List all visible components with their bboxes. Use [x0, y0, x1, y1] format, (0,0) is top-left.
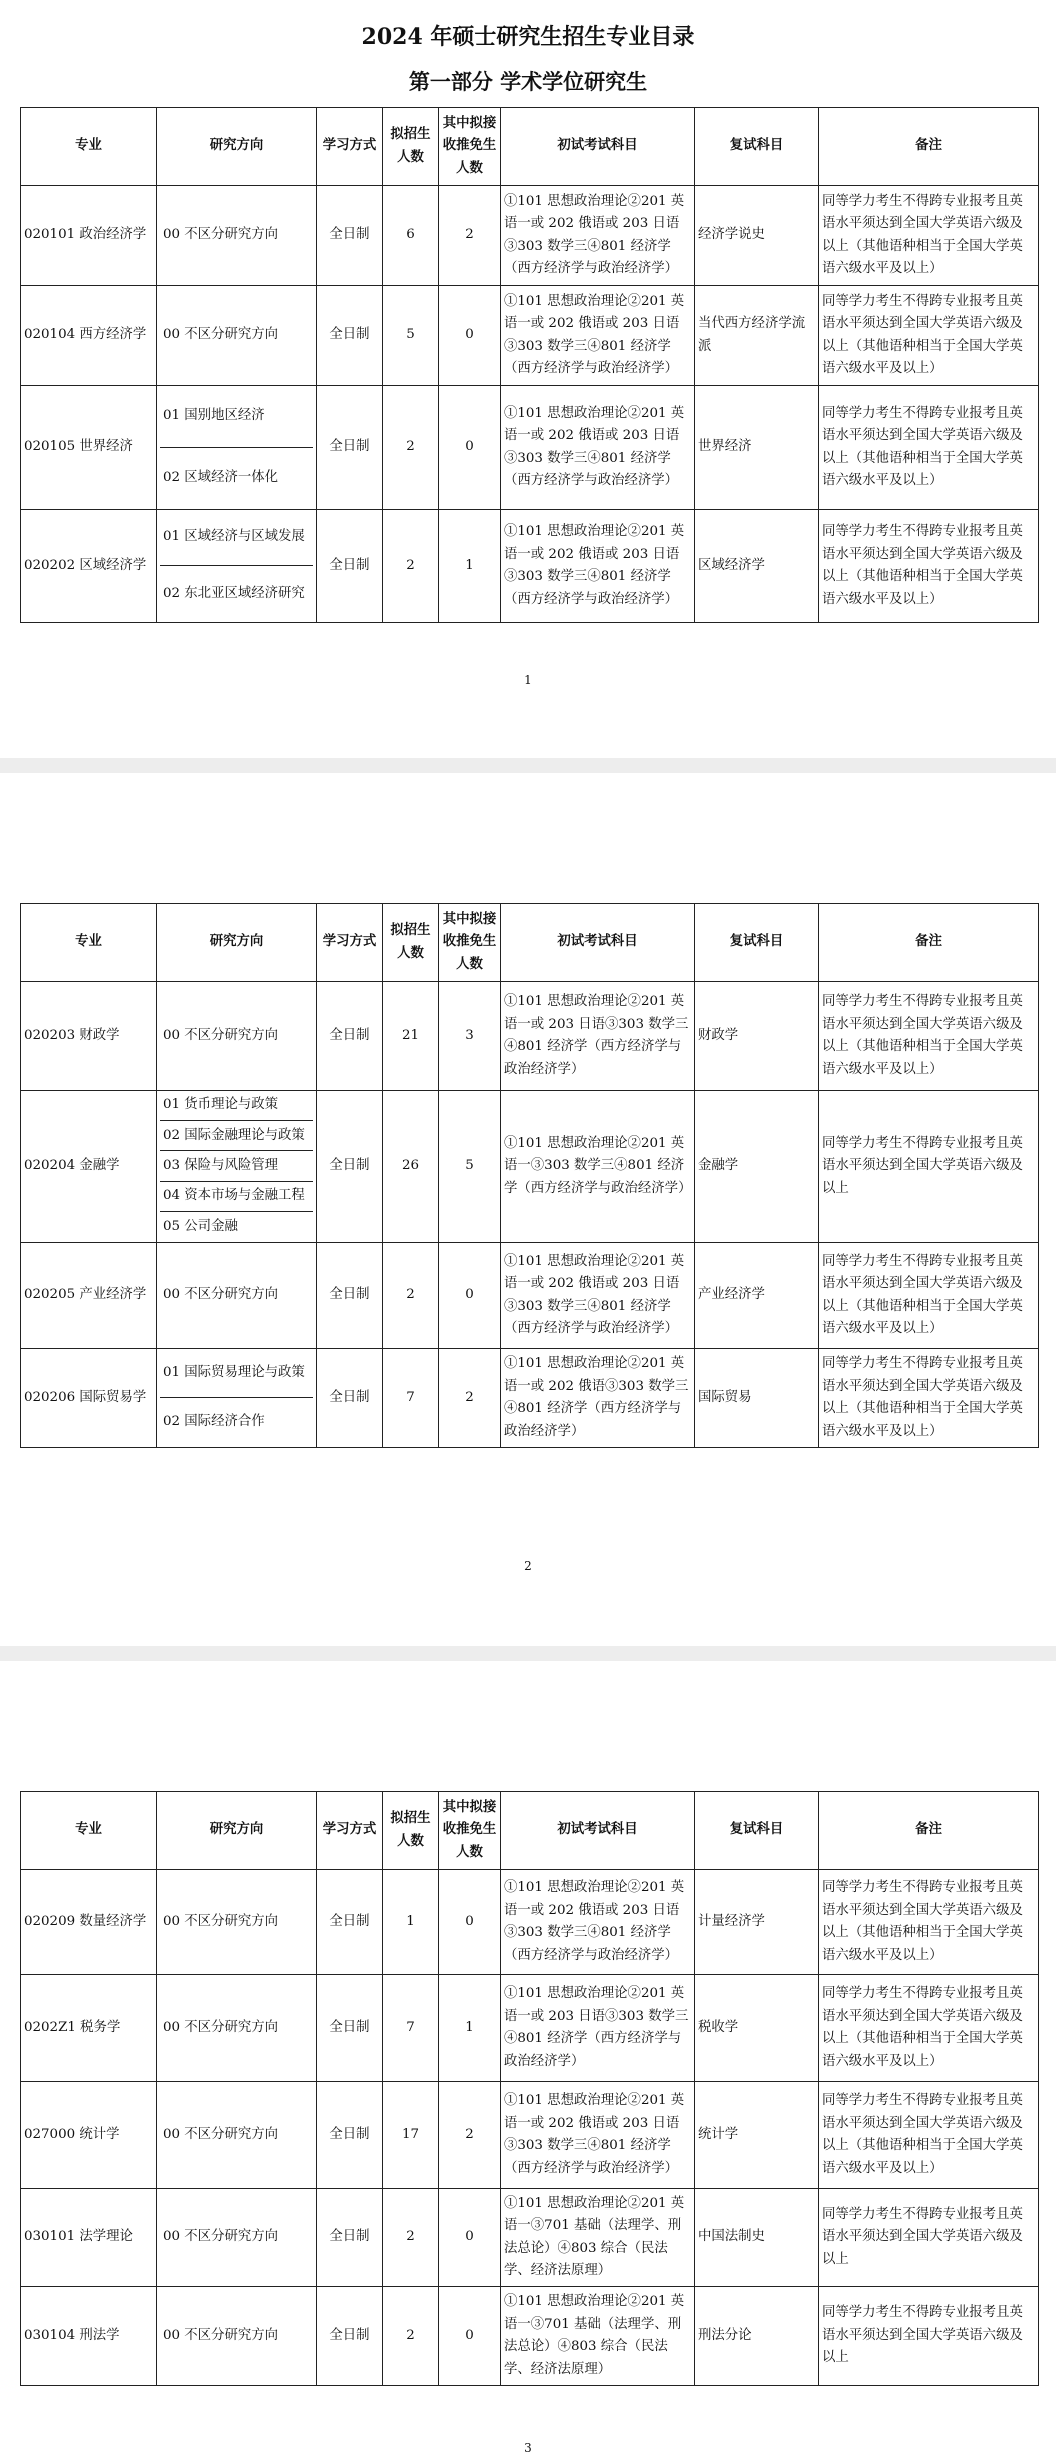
page-number: 1 [524, 673, 532, 687]
exempt-cell: 2 [439, 186, 501, 286]
major-cell: 020203 财政学 [21, 982, 157, 1091]
direction-item: 04 资本市场与金融工程 [160, 1182, 313, 1212]
retest-subject-cell: 计量经济学 [695, 1870, 819, 1975]
document-page-2 [0, 773, 1056, 1646]
exempt-cell: 0 [439, 2189, 501, 2287]
direction-item: 01 区域经济与区域发展 [160, 510, 313, 566]
document-page-3 [0, 1661, 1056, 2455]
study-mode-cell: 全日制 [317, 1975, 383, 2082]
study-mode-cell: 全日制 [317, 2082, 383, 2189]
exam-subjects-cell: ①101 思想政治理论②201 英语一或 202 俄语或 203 日语③303 数学三④801 经济学（西方经济学与政治经济学） [501, 1243, 695, 1349]
document-page-1 [0, 0, 1056, 758]
catalog-table [20, 1791, 1039, 2386]
retest-subject-cell: 中国法制史 [695, 2189, 819, 2287]
quota-cell: 5 [383, 286, 439, 386]
direction-cell [157, 982, 317, 1091]
exempt-cell: 3 [439, 982, 501, 1091]
quota-cell: 7 [383, 1349, 439, 1448]
quota-cell: 2 [383, 2189, 439, 2287]
major-cell: 020205 产业经济学 [21, 1243, 157, 1349]
document-subtitle: 第一部分 学术学位研究生 [408, 69, 648, 94]
exempt-cell: 1 [439, 510, 501, 623]
table-row [21, 1091, 1039, 1243]
note-cell: 同等学力考生不得跨专业报考且英语水平须达到全国大学英语六级及以上（其他语种相当于全国大学英语六级水平及以上） [819, 1243, 1039, 1349]
note-cell: 同等学力考生不得跨专业报考且英语水平须达到全国大学英语六级及以上（其他语种相当于全国大学英语六级水平及以上） [819, 510, 1039, 623]
exam-subjects-cell: ①101 思想政治理论②201 英语一或 203 日语③303 数学三④801 经济学（西方经济学与政治经济学） [501, 982, 695, 1091]
major-cell: 030104 刑法学 [21, 2287, 157, 2386]
quota-cell: 17 [383, 2082, 439, 2189]
exam-subjects-cell: ①101 思想政治理论②201 英语一或 202 俄语或 203 日语③303 数学三④801 经济学（西方经济学与政治经济学） [501, 1870, 695, 1975]
direction-item: 00 不区分研究方向 [163, 2019, 279, 2035]
exam-subjects-cell: ①101 思想政治理论②201 英语一③701 基础（法理学、刑法总论）④803 综合（民法学、经济法原理） [501, 2287, 695, 2386]
direction-item: 05 公司金融 [163, 1218, 238, 1234]
table-row [21, 1975, 1039, 2082]
header-retest: 复试科目 [695, 904, 819, 982]
direction-cell [157, 2189, 317, 2287]
header-retest: 复试科目 [695, 108, 819, 186]
direction-item: 01 国别地区经济 [160, 386, 313, 448]
quota-cell: 2 [383, 386, 439, 510]
quota-cell: 2 [383, 2287, 439, 2386]
header-exam: 初试考试科目 [501, 108, 695, 186]
direction-cell [157, 510, 317, 623]
note-cell: 同等学力考生不得跨专业报考且英语水平须达到全国大学英语六级及以上（其他语种相当于全国大学英语六级水平及以上） [819, 2082, 1039, 2189]
direction-item: 00 不区分研究方向 [163, 2126, 279, 2142]
direction-item: 02 国际金融理论与政策 [160, 1121, 313, 1151]
retest-subject-cell: 财政学 [695, 982, 819, 1091]
note-cell: 同等学力考生不得跨专业报考且英语水平须达到全国大学英语六级及以上 [819, 2189, 1039, 2287]
table-header-row [21, 108, 1039, 186]
direction-cell [157, 1870, 317, 1975]
table-row [21, 982, 1039, 1091]
header-note: 备注 [819, 1792, 1039, 1870]
table-row [21, 1349, 1039, 1448]
table-header-row [21, 904, 1039, 982]
retest-subject-cell: 国际贸易 [695, 1349, 819, 1448]
note-cell: 同等学力考生不得跨专业报考且英语水平须达到全国大学英语六级及以上（其他语种相当于全国大学英语六级水平及以上） [819, 982, 1039, 1091]
header-note: 备注 [819, 904, 1039, 982]
quota-cell: 1 [383, 1870, 439, 1975]
direction-item: 02 东北亚区域经济研究 [163, 585, 305, 601]
header-exempt: 其中拟接收推免生人数 [439, 1792, 501, 1870]
major-cell: 0202Z1 税务学 [21, 1975, 157, 2082]
header-quota: 拟招生人数 [383, 108, 439, 186]
study-mode-cell: 全日制 [317, 1091, 383, 1243]
header-major: 专业 [21, 108, 157, 186]
study-mode-cell: 全日制 [317, 510, 383, 623]
table-row [21, 1870, 1039, 1975]
study-mode-cell: 全日制 [317, 1870, 383, 1975]
note-cell: 同等学力考生不得跨专业报考且英语水平须达到全国大学英语六级及以上（其他语种相当于全国大学英语六级水平及以上） [819, 386, 1039, 510]
quota-cell: 26 [383, 1091, 439, 1243]
header-exam: 初试考试科目 [501, 904, 695, 982]
header-quota: 拟招生人数 [383, 1792, 439, 1870]
header-direction: 研究方向 [157, 108, 317, 186]
retest-subject-cell: 区域经济学 [695, 510, 819, 623]
study-mode-cell: 全日制 [317, 2287, 383, 2386]
header-mode: 学习方式 [317, 904, 383, 982]
exempt-cell: 0 [439, 286, 501, 386]
retest-subject-cell: 金融学 [695, 1091, 819, 1243]
exempt-cell: 0 [439, 2287, 501, 2386]
retest-subject-cell: 产业经济学 [695, 1243, 819, 1349]
header-retest: 复试科目 [695, 1792, 819, 1870]
direction-item: 00 不区分研究方向 [163, 1913, 279, 1929]
note-cell: 同等学力考生不得跨专业报考且英语水平须达到全国大学英语六级及以上（其他语种相当于全国大学英语六级水平及以上） [819, 1349, 1039, 1448]
direction-cell [157, 386, 317, 510]
table-row [21, 286, 1039, 386]
header-note: 备注 [819, 108, 1039, 186]
quota-cell: 2 [383, 1243, 439, 1349]
header-mode: 学习方式 [317, 1792, 383, 1870]
exempt-cell: 2 [439, 1349, 501, 1448]
direction-cell [157, 1975, 317, 2082]
retest-subject-cell: 统计学 [695, 2082, 819, 2189]
major-cell: 020104 西方经济学 [21, 286, 157, 386]
exempt-cell: 1 [439, 1975, 501, 2082]
header-direction: 研究方向 [157, 1792, 317, 1870]
exam-subjects-cell: ①101 思想政治理论②201 英语一或 202 俄语或 203 日语③303 数学三④801 经济学（西方经济学与政治经济学） [501, 186, 695, 286]
quota-cell: 7 [383, 1975, 439, 2082]
page-number: 3 [524, 2441, 532, 2455]
major-cell: 030101 法学理论 [21, 2189, 157, 2287]
exam-subjects-cell: ①101 思想政治理论②201 英语一或 202 俄语③303 数学三④801 经济学（西方经济学与政治经济学） [501, 1349, 695, 1448]
table-row [21, 386, 1039, 510]
header-major: 专业 [21, 904, 157, 982]
study-mode-cell: 全日制 [317, 1243, 383, 1349]
table-row [21, 186, 1039, 286]
direction-cell [157, 186, 317, 286]
direction-item: 02 区域经济一体化 [163, 470, 279, 485]
table-row [21, 2082, 1039, 2189]
catalog-table [20, 107, 1039, 623]
note-cell: 同等学力考生不得跨专业报考且英语水平须达到全国大学英语六级及以上（其他语种相当于全国大学英语六级水平及以上） [819, 286, 1039, 386]
study-mode-cell: 全日制 [317, 386, 383, 510]
major-cell: 020206 国际贸易学 [21, 1349, 157, 1448]
direction-cell [157, 1091, 317, 1243]
direction-item: 00 不区分研究方向 [163, 2229, 279, 2245]
note-cell: 同等学力考生不得跨专业报考且英语水平须达到全国大学英语六级及以上（其他语种相当于全国大学英语六级水平及以上） [819, 1870, 1039, 1975]
direction-item: 00 不区分研究方向 [163, 1287, 279, 1303]
quota-cell: 6 [383, 186, 439, 286]
header-quota: 拟招生人数 [383, 904, 439, 982]
note-cell: 同等学力考生不得跨专业报考且英语水平须达到全国大学英语六级及以上 [819, 2287, 1039, 2386]
exempt-cell: 2 [439, 2082, 501, 2189]
catalog-table [20, 903, 1039, 1448]
major-cell: 020202 区域经济学 [21, 510, 157, 623]
exempt-cell: 0 [439, 1243, 501, 1349]
table-row [21, 2287, 1039, 2386]
exam-subjects-cell: ①101 思想政治理论②201 英语一或 202 俄语或 203 日语③303 数学三④801 经济学（西方经济学与政治经济学） [501, 510, 695, 623]
retest-subject-cell: 世界经济 [695, 386, 819, 510]
direction-item: 02 国际经济合作 [163, 1414, 265, 1430]
exam-subjects-cell: ①101 思想政治理论②201 英语一③303 数学三④801 经济学（西方经济学与政治经济学） [501, 1091, 695, 1243]
table-row [21, 2189, 1039, 2287]
page-number: 2 [524, 1559, 532, 1573]
major-cell: 020105 世界经济 [21, 386, 157, 510]
retest-subject-cell: 刑法分论 [695, 2287, 819, 2386]
major-cell: 020101 政治经济学 [21, 186, 157, 286]
exam-subjects-cell: ①101 思想政治理论②201 英语一③701 基础（法理学、刑法总论）④803 综合（民法学、经济法原理） [501, 2189, 695, 2287]
direction-item: 01 货币理论与政策 [160, 1091, 313, 1121]
header-direction: 研究方向 [157, 904, 317, 982]
header-major: 专业 [21, 1792, 157, 1870]
header-exempt: 其中拟接收推免生人数 [439, 904, 501, 982]
retest-subject-cell: 经济学说史 [695, 186, 819, 286]
quota-cell: 21 [383, 982, 439, 1091]
document-title: 2024 年硕士研究生招生专业目录 [361, 24, 695, 50]
header-exempt: 其中拟接收推免生人数 [439, 108, 501, 186]
retest-subject-cell: 税收学 [695, 1975, 819, 2082]
exempt-cell: 0 [439, 386, 501, 510]
direction-cell [157, 1243, 317, 1349]
header-mode: 学习方式 [317, 108, 383, 186]
study-mode-cell: 全日制 [317, 982, 383, 1091]
direction-cell [157, 1349, 317, 1448]
exam-subjects-cell: ①101 思想政治理论②201 英语一或 202 俄语或 203 日语③303 数学三④801 经济学（西方经济学与政治经济学） [501, 286, 695, 386]
major-cell: 020209 数量经济学 [21, 1870, 157, 1975]
direction-item: 00 不区分研究方向 [163, 227, 279, 243]
table-row [21, 510, 1039, 623]
study-mode-cell: 全日制 [317, 286, 383, 386]
direction-cell [157, 286, 317, 386]
direction-item: 03 保险与风险管理 [160, 1151, 313, 1181]
study-mode-cell: 全日制 [317, 2189, 383, 2287]
header-exam: 初试考试科目 [501, 1792, 695, 1870]
direction-cell [157, 2082, 317, 2189]
direction-item: 01 国际贸易理论与政策 [160, 1349, 313, 1398]
direction-item: 00 不区分研究方向 [163, 1027, 279, 1043]
table-header-row [21, 1792, 1039, 1870]
exam-subjects-cell: ①101 思想政治理论②201 英语一或 203 日语③303 数学三④801 经济学（西方经济学与政治经济学） [501, 1975, 695, 2082]
quota-cell: 2 [383, 510, 439, 623]
study-mode-cell: 全日制 [317, 186, 383, 286]
table-row [21, 1243, 1039, 1349]
direction-cell [157, 2287, 317, 2386]
direction-item: 00 不区分研究方向 [163, 2327, 279, 2343]
exam-subjects-cell: ①101 思想政治理论②201 英语一或 202 俄语或 203 日语③303 数学三④801 经济学（西方经济学与政治经济学） [501, 2082, 695, 2189]
note-cell: 同等学力考生不得跨专业报考且英语水平须达到全国大学英语六级及以上（其他语种相当于全国大学英语六级水平及以上） [819, 186, 1039, 286]
direction-item: 00 不区分研究方向 [163, 327, 279, 343]
exempt-cell: 0 [439, 1870, 501, 1975]
major-cell: 020204 金融学 [21, 1091, 157, 1243]
retest-subject-cell: 当代西方经济学流派 [695, 286, 819, 386]
exempt-cell: 5 [439, 1091, 501, 1243]
note-cell: 同等学力考生不得跨专业报考且英语水平须达到全国大学英语六级及以上（其他语种相当于全国大学英语六级水平及以上） [819, 1975, 1039, 2082]
study-mode-cell: 全日制 [317, 1349, 383, 1448]
major-cell: 027000 统计学 [21, 2082, 157, 2189]
note-cell: 同等学力考生不得跨专业报考且英语水平须达到全国大学英语六级及以上 [819, 1091, 1039, 1243]
exam-subjects-cell: ①101 思想政治理论②201 英语一或 202 俄语或 203 日语③303 数学三④801 经济学（西方经济学与政治经济学） [501, 386, 695, 510]
